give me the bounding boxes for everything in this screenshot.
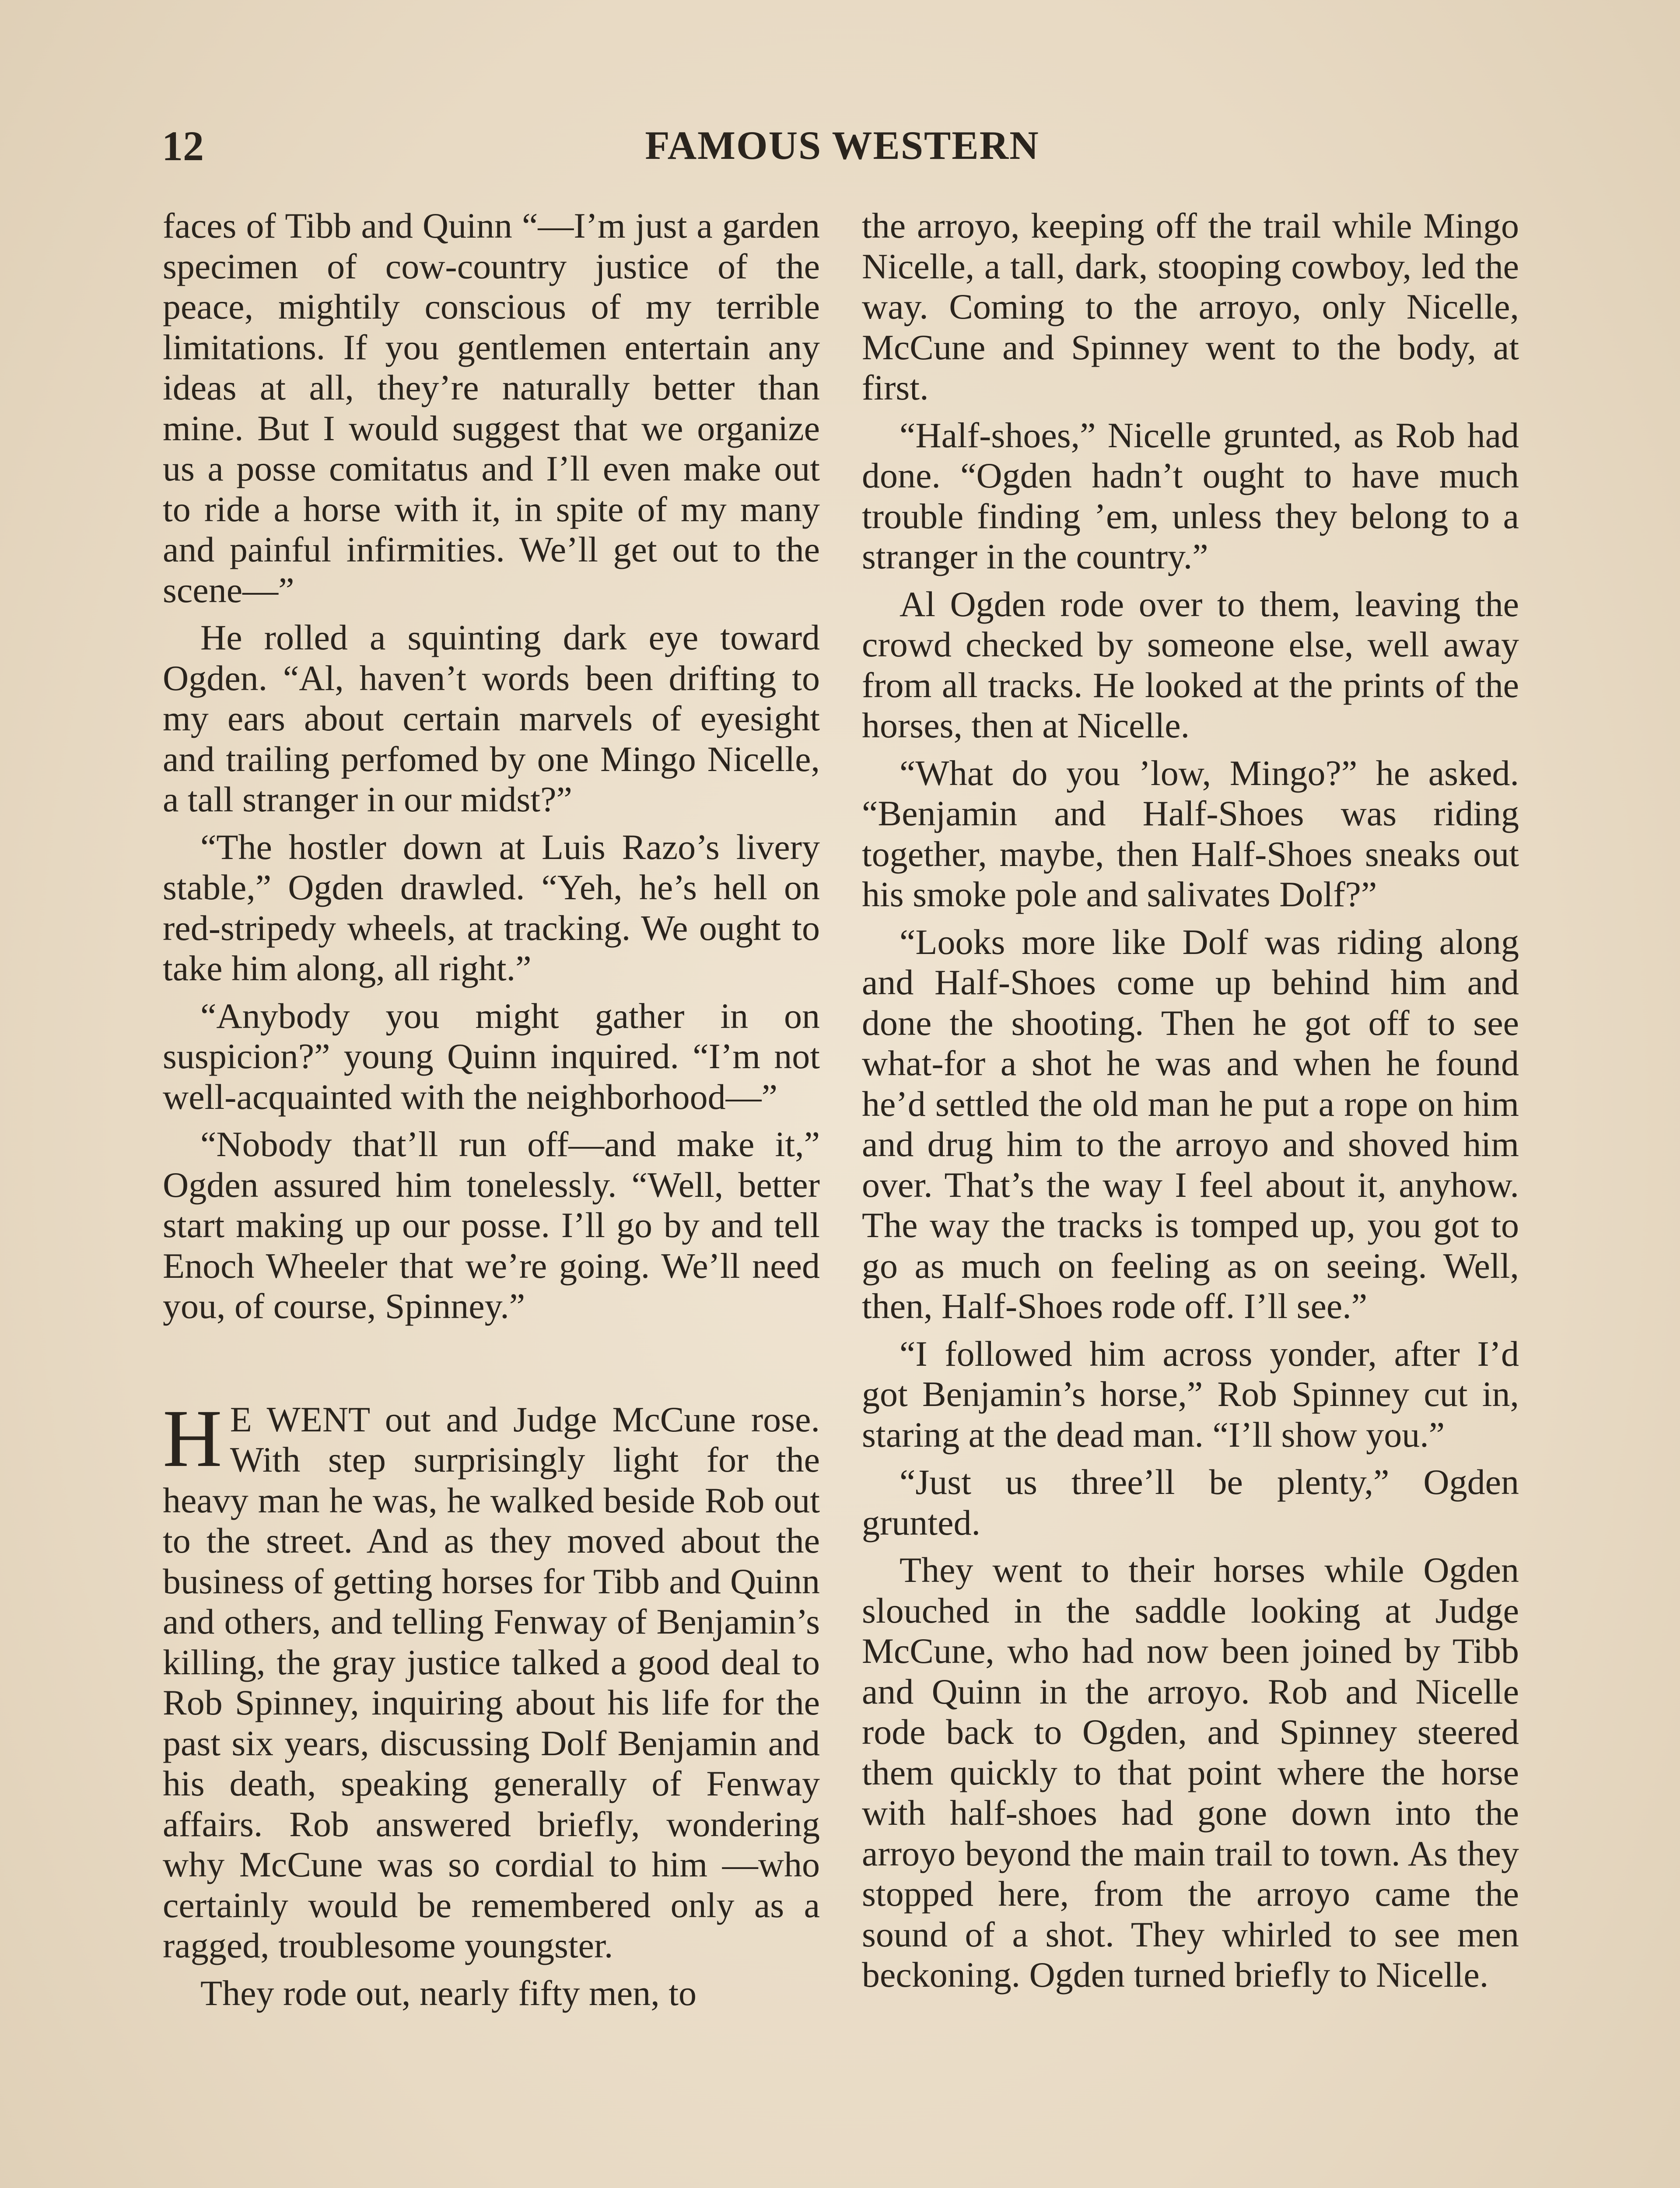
paragraph: the arroyo, keeping off the trail while Mingo Nicelle, a tall, dark, stooping cowboy, led the way. Coming to the arroyo, only Nicelle, McCune and Spinney went to the body, at first.: [862, 206, 1519, 407]
paragraph-text: E WENT out and Judge McCune rose. With step surprisingly light for the heavy man he was, he walked beside Rob out to the street. And as they moved about the business of getting horses for Tibb and Quinn and others, and telling Fenway of Benjamin’s killing, the gray justice talked a good deal to Rob Spinney, inquiring about his life for the past six years, discussing Dolf Benjamin and his death, speaking generally of Fenway affairs. Rob answered briefly, wondering why McCune was so cordial to him —who certainly would be remembered only as a ragged, troublesome youngster.: [163, 1399, 820, 1965]
paragraph: “The hostler down at Luis Razo’s livery stable,” Ogden drawled. “Yeh, he’s hell on red-stripedy wheels, at tracking. We ought to take him along, all right.”: [163, 827, 820, 988]
paragraph: “Looks more like Dolf was riding along and Half-Shoes come up behind him and done the shooting. Then he got off to see what-for a shot he was and when he found he’d settled the old man he put a rope on him and drug him to the arroyo and shoved him over. That’s the way I feel about it, anyhow. The way the tracks is tomped up, you got to go as much on feeling as on seeing. Well, then, Half-Shoes rode off. I’ll see.”: [862, 922, 1519, 1326]
paragraph: “Anybody you might gather in on suspicion?” young Quinn inquired. “I’m not well-acquainted with the neighborhood—”: [163, 996, 820, 1117]
paragraph: Al Ogden rode over to them, leaving the crowd checked by someone else, well away from all tracks. He looked at the prints of the horses, then at Nicelle.: [862, 584, 1519, 745]
paragraph: “Just us three’ll be plenty,” Ogden grunted.: [862, 1462, 1519, 1543]
right-column: [862, 206, 1519, 2002]
section-break: [163, 1334, 820, 1399]
paragraph: They went to their horses while Ogden slouched in the saddle looking at Judge McCune, who had now been joined by Tibb and Quinn in the arroyo. Rob and Nicelle rode back to Ogden, and Spinney steered them quickly to that point where the horse with half-shoes had gone down into the arroyo beyond the main trail to town. As they stopped here, from the arroyo came the sound of a shot. They whirled to see men beckoning. Ogden turned briefly to Nicelle.: [862, 1550, 1519, 1995]
paragraph: “Nobody that’ll run off—and make it,” Ogden assured him tonelessly. “Well, better start making up our posse. I’ll go by and tell Enoch Wheeler that we’re going. We’ll need you, of course, Spinney.”: [163, 1124, 820, 1326]
paragraph: “I followed him across yonder, after I’d got Benjamin’s horse,” Rob Spinney cut in, staring at the dead man. “I’ll show you.”: [862, 1333, 1519, 1455]
paragraph: faces of Tibb and Quinn “—I’m just a garden specimen of cow-country justice of the peace, mightily conscious of my terrible limitations. If you gentlemen entertain any ideas at all, they’re naturally better than mine. But I would suggest that we organize us a posse comitatus and I’ll even make out to ride a horse with it, in spite of my many and painful infirmities. We’ll get out to the scene—”: [163, 206, 820, 610]
paragraph: He rolled a squinting dark eye toward Ogden. “Al, haven’t words been drifting to my ears about certain marvels of eyesight and trailing perfomed by one Mingo Nicelle, a tall stranger in our midst?”: [163, 617, 820, 819]
running-title: FAMOUS WESTERN: [645, 123, 1040, 168]
left-column: [163, 206, 820, 2020]
paragraph: They rode out, nearly fifty men, to: [200, 1973, 696, 2013]
drop-cap: H: [163, 1392, 222, 1484]
paragraph-with-drop-cap: [163, 1392, 820, 1966]
page-number: 12: [162, 123, 204, 169]
paragraph: “Half-shoes,” Nicelle grunted, as Rob had done. “Ogden hadn’t ought to have much trouble finding ’em, unless they belong to a stranger in the country.”: [862, 415, 1519, 576]
paragraph: “What do you ’low, Mingo?” he asked. “Benjamin and Half-Shoes was riding together, maybe, then Half-Shoes sneaks out his smoke pole and salivates Dolf?”: [862, 753, 1519, 914]
